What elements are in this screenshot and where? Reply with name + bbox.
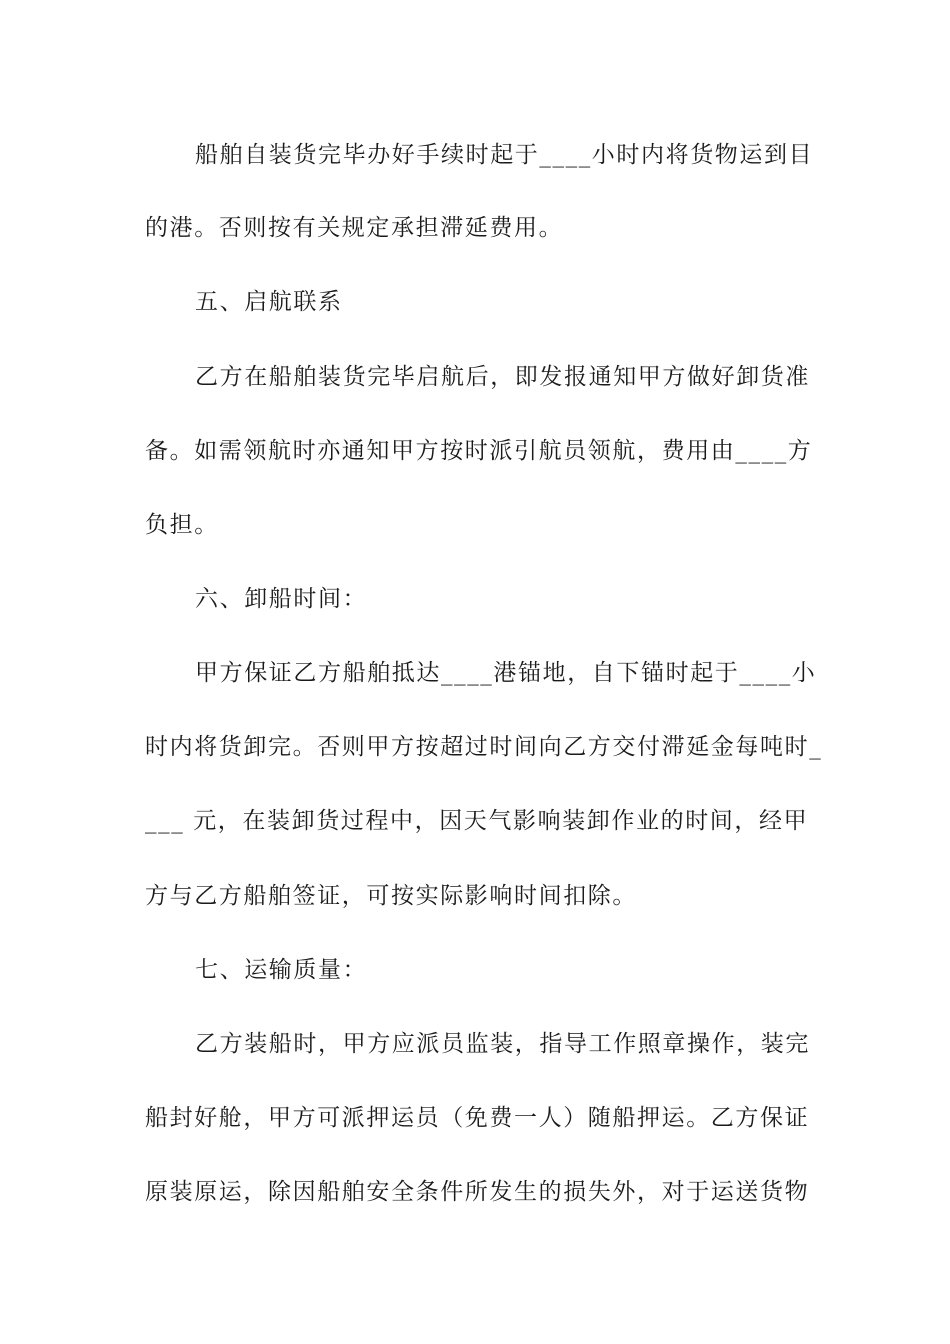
paragraph-line: 的港。否则按有关规定承担滞延费用。 <box>145 215 564 241</box>
section-heading: 五、启航联系 <box>195 289 343 315</box>
paragraph-line: 乙方装船时，甲方应派员监装，指导工作照章操作，装完 <box>195 1031 810 1057</box>
paragraph-line: 时内将货卸完。否则甲方按超过时间向乙方交付滞延金每吨时_ <box>145 734 823 760</box>
paragraph-line: ___ 元，在装卸货过程中，因天气影响装卸作业的时间，经甲 <box>145 808 809 834</box>
paragraph-line: 甲方保证乙方船舶抵达____港锚地，自下锚时起于____小 <box>195 660 817 686</box>
paragraph-line: 船封好舱，甲方可派押运员（免费一人）随船押运。乙方保证 <box>145 1105 810 1131</box>
paragraph-line: 乙方在船舶装货完毕启航后，即发报通知甲方做好卸货准 <box>195 364 810 390</box>
paragraph-line: 备。如需领航时亦通知甲方按时派引航员领航，费用由____方 <box>145 438 813 464</box>
paragraph-line: 原装原运，除因船舶安全条件所发生的损失外，对于运送货物 <box>145 1179 810 1205</box>
section-heading: 六、卸船时间： <box>195 586 368 612</box>
paragraph-line: 船舶自装货完毕办好手续时起于____小时内将货物运到目 <box>195 142 814 168</box>
paragraph-line: 方与乙方船舶签证，可按实际影响时间扣除。 <box>145 883 637 909</box>
paragraph-line: 负担。 <box>145 512 219 538</box>
section-heading: 七、运输质量： <box>195 957 368 983</box>
